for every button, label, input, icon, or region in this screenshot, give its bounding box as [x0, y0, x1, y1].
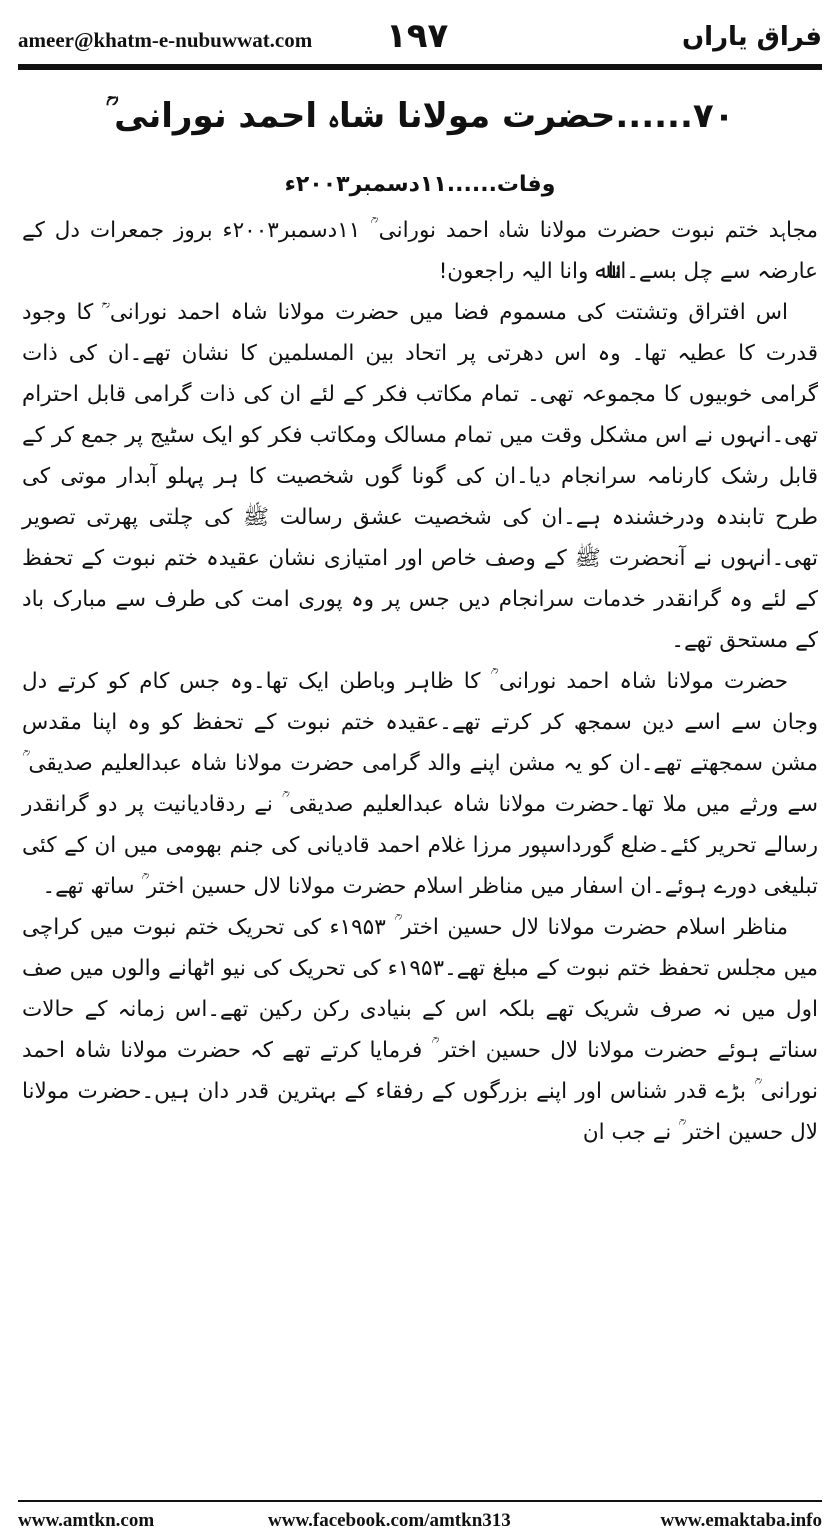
header-email: ameer@khatm-e-nubuwwat.com	[18, 28, 313, 52]
paragraph: اس افتراق وتشتت کی مسموم فضا میں حضرت مولانا شاہ احمد نورانی ؒ کا وجود قدرت کا عطیہ تھا۔ وہ اس دھرتی پر اتحاد بین المسلمین کا نشان تھے۔ان کی ذات گرامی خوبیوں کا مجموعہ تھی۔ تمام مکاتب فکر کے لئے ان کی ذات گرامی قابل احترام تھی۔انہوں نے اس مشکل وقت میں تمام مسالک ومکاتب فکر کو ایک سٹیج پر جمع کر کے قابل رشک کارنامہ سرانجام دیا۔ان کی گونا گوں شخصیت کا ہر پہلو آبدار موتی کی طرح تابندہ ودرخشندہ ہے۔ان کی شخصیت عشق رسالت ﷺ کی چلتی پھرتی تصویر تھی۔انہوں نے آنحضرت ﷺ کے وصف خاص اور امتیازی نشان عقیدہ ختم نبوت کے تحفظ کے لئے وہ گرانقدر خدمات سرانجام دیں جس پر وہ پوری امت کی طرف سے مبارک باد کے مستحق تھے۔	[22, 300, 818, 653]
paragraph: مجاہد ختم نبوت حضرت مولانا شاہ احمد نورانی ؒ ۱۱دسمبر۲۰۰۳ء بروز جمعرات دل کے عارضہ سے چل بسے۔اناﷲ وانا الیہ راجعون!	[22, 218, 818, 284]
page-footer	[18, 1510, 822, 1536]
header-rule	[18, 64, 822, 70]
paragraph: حضرت مولانا شاہ احمد نورانی ؒ کا ظاہر وباطن ایک تھا۔وہ جس کام کو کرتے دل وجان سے اسے دین سمجھ کر کرتے تھے۔عقیدہ ختم نبوت کے تحفظ کو وہ اپنا مقدس مشن سمجھتے تھے۔ان کو یہ مشن اپنے والد گرامی حضرت مولانا شاہ عبدالعلیم صدیقی ؒ سے ورثے میں ملا تھا۔حضرت مولانا شاہ عبدالعلیم صدیقی ؒ نے ردقادیانیت پر دو گرانقدر رسالے تحریر کئے۔ضلع گورداسپور مرزا غلام احمد قادیانی کی جنم بھومی میں ان کے کئی تبلیغی دورے ہوئے۔ان اسفار میں مناظر اسلام حضرت مولانا لال حسین اختر ؒ ساتھ تھے۔	[22, 669, 818, 899]
footer-rule	[18, 1500, 822, 1502]
footer-link-facebook[interactable]: www.facebook.com/amtkn313	[268, 1510, 511, 1531]
book-title: فراق یاراں	[681, 22, 822, 52]
page-number: ۱۹۷	[386, 16, 449, 56]
paragraph: مناظر اسلام حضرت مولانا لال حسین اختر ؒ ۱۹۵۳ء کی تحریک ختم نبوت میں کراچی میں مجلس تحفظ ختم نبوت کے مبلغ تھے۔۱۹۵۳ء کی تحریک کی نیو اٹھانے والوں میں صف اول میں نہ صرف شریک تھے بلکہ اس کے بنیادی رکن رکین تھے۔اس زمانہ کے حالات سناتے ہوئے حضرت مولانا لال حسین اختر ؒ فرمایا کرتے تھے کہ حضرت مولانا شاہ احمد نورانی ؒ بڑے قدر شناس اور اپنے بزرگوں کے رفقاء کے بہترین قدر دان ہیں۔حضرت مولانا لال حسین اختر ؒ نے جب ان	[22, 915, 818, 1145]
footer-link-emaktaba[interactable]: www.emaktaba.info	[660, 1510, 822, 1531]
footer-link-amtkn[interactable]: www.amtkn.com	[18, 1510, 155, 1531]
body-text	[22, 210, 818, 1153]
page-header	[18, 14, 822, 62]
death-date: وفات......۱۱دسمبر۲۰۰۳ء	[284, 172, 556, 197]
chapter-heading: ۷۰......حضرت مولانا شاہ احمد نورانی ؒ	[105, 96, 735, 136]
